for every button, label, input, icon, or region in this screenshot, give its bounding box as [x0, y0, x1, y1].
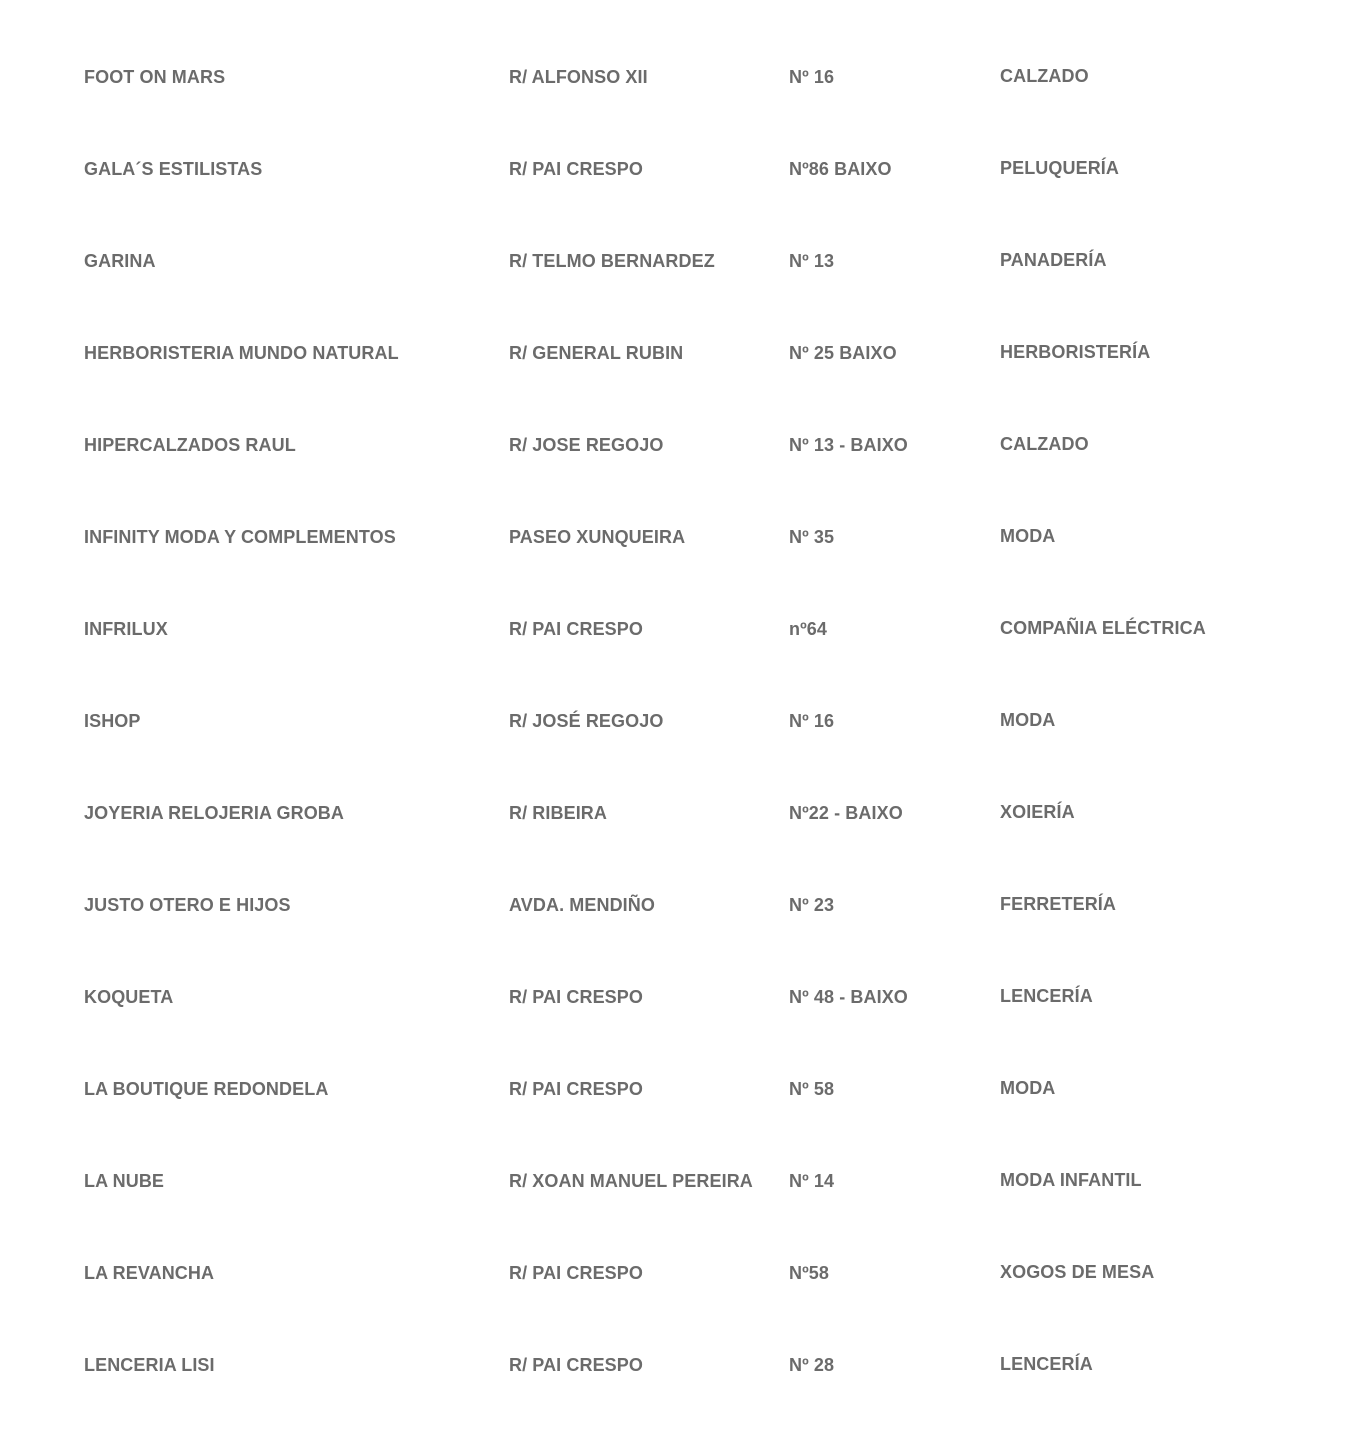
- business-number: nº64: [789, 619, 827, 639]
- business-number: Nº86 BAIXO: [789, 159, 892, 179]
- business-name: KOQUETA: [84, 987, 174, 1007]
- business-number: Nº 28: [789, 1355, 835, 1375]
- business-name: JUSTO OTERO E HIJOS: [84, 895, 291, 915]
- business-number: Nº 25 BAIXO: [789, 343, 897, 363]
- business-category: CALZADO: [1000, 66, 1089, 86]
- business-street: R/ XOAN MANUEL PEREIRA: [509, 1171, 753, 1191]
- business-name: LA NUBE: [84, 1171, 165, 1191]
- business-name: INFRILUX: [84, 619, 168, 639]
- business-number: Nº 14: [789, 1171, 835, 1191]
- business-name: LENCERIA LISI: [84, 1355, 215, 1375]
- business-name: JOYERIA RELOJERIA GROBA: [84, 803, 345, 823]
- list-item: [0, 250, 1348, 342]
- list-item: [0, 986, 1348, 1078]
- business-number: Nº22 - BAIXO: [789, 803, 903, 823]
- business-number: Nº 16: [789, 67, 835, 87]
- business-category: LENCERÍA: [1000, 986, 1093, 1006]
- business-name: GALA´S ESTILISTAS: [84, 159, 263, 179]
- business-category: CALZADO: [1000, 434, 1089, 454]
- business-name: HERBORISTERIA MUNDO NATURAL: [84, 343, 399, 363]
- business-category: LENCERÍA: [1000, 1354, 1093, 1374]
- list-item: [0, 1354, 1348, 1446]
- business-number: Nº 13: [789, 251, 835, 271]
- business-category: COMPAÑIA ELÉCTRICA: [1000, 618, 1206, 638]
- business-street: PASEO XUNQUEIRA: [509, 527, 686, 547]
- business-street: R/ RIBEIRA: [509, 803, 608, 823]
- business-street: R/ PAI CRESPO: [509, 1355, 643, 1375]
- business-number: Nº 23: [789, 895, 835, 915]
- business-name: FOOT ON MARS: [84, 67, 226, 87]
- business-street: R/ PAI CRESPO: [509, 619, 643, 639]
- business-street: AVDA. MENDIÑO: [509, 895, 655, 915]
- business-category: MODA: [1000, 710, 1056, 730]
- business-name: ISHOP: [84, 711, 141, 731]
- business-category: FERRETERÍA: [1000, 894, 1117, 914]
- business-number: Nº58: [789, 1263, 829, 1283]
- list-item: [0, 66, 1348, 158]
- business-name: HIPERCALZADOS RAUL: [84, 435, 296, 455]
- business-name: LA REVANCHA: [84, 1263, 215, 1283]
- business-category: PANADERÍA: [1000, 250, 1107, 270]
- list-item: [0, 802, 1348, 894]
- business-street: R/ PAI CRESPO: [509, 159, 643, 179]
- business-street: R/ GENERAL RUBIN: [509, 343, 684, 363]
- business-street: R/ JOSE REGOJO: [509, 435, 664, 455]
- business-street: R/ ALFONSO XII: [509, 67, 648, 87]
- list-item: [0, 1170, 1348, 1262]
- list-item: [0, 434, 1348, 526]
- business-category: MODA: [1000, 1078, 1056, 1098]
- list-item: [0, 158, 1348, 250]
- business-street: R/ TELMO BERNARDEZ: [509, 251, 715, 271]
- list-item: [0, 710, 1348, 802]
- list-item: [0, 342, 1348, 434]
- business-street: R/ PAI CRESPO: [509, 987, 643, 1007]
- business-name: LA BOUTIQUE REDONDELA: [84, 1079, 329, 1099]
- business-name: INFINITY MODA Y COMPLEMENTOS: [84, 527, 396, 547]
- business-category: HERBORISTERÍA: [1000, 342, 1151, 362]
- business-street: R/ PAI CRESPO: [509, 1263, 643, 1283]
- business-category: XOIERÍA: [1000, 802, 1075, 822]
- business-category: MODA INFANTIL: [1000, 1170, 1142, 1190]
- business-name: GARINA: [84, 251, 156, 271]
- business-category: MODA: [1000, 526, 1056, 546]
- list-item: [0, 894, 1348, 986]
- list-item: [0, 618, 1348, 710]
- business-street: R/ PAI CRESPO: [509, 1079, 643, 1099]
- business-category: XOGOS DE MESA: [1000, 1262, 1155, 1282]
- business-number: Nº 35: [789, 527, 835, 547]
- list-item: [0, 1262, 1348, 1354]
- business-number: Nº 48 - BAIXO: [789, 987, 908, 1007]
- list-item: [0, 526, 1348, 618]
- business-street: R/ JOSÉ REGOJO: [509, 711, 664, 731]
- list-item: [0, 1078, 1348, 1170]
- business-category: PELUQUERÍA: [1000, 158, 1120, 178]
- business-number: Nº 16: [789, 711, 835, 731]
- business-number: Nº 58: [789, 1079, 835, 1099]
- business-number: Nº 13 - BAIXO: [789, 435, 908, 455]
